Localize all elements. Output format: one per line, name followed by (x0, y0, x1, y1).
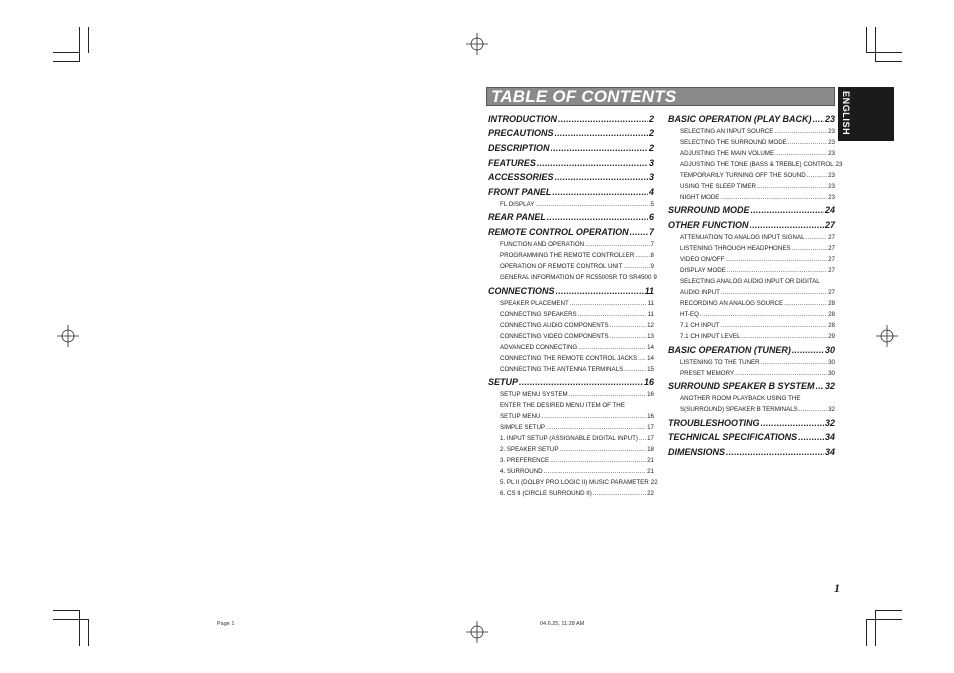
toc-leader-dots (774, 127, 827, 136)
toc-subsection-entry[interactable] (668, 253, 835, 264)
toc-subsection-entry[interactable] (488, 465, 654, 476)
toc-leader-dots (720, 193, 827, 202)
toc-leader-dots (610, 321, 646, 330)
crop-mark (866, 619, 902, 620)
toc-entry-title: INTRODUCTION (488, 113, 557, 124)
toc-entry-page: 27 (828, 255, 835, 263)
toc-entry-title: 7.1 CH INPUT LEVEL (680, 332, 741, 340)
toc-leader-dots (761, 418, 824, 429)
toc-leader-dots (727, 266, 827, 275)
toc-leader-dots (813, 114, 824, 125)
toc-entry-page: 23 (828, 138, 835, 146)
crop-mark (79, 27, 80, 62)
toc-entry-title: SURROUND SPEAKER B SYSTEM (668, 381, 815, 392)
toc-subsection-entry[interactable] (668, 275, 835, 286)
toc-entry-title: 6. CS II (CIRCLE SURROUND II) (500, 490, 592, 498)
toc-entry-title: 4. SURROUND (500, 468, 543, 476)
toc-leader-dots (816, 381, 824, 392)
language-tab-label: ENGLISH (841, 91, 851, 136)
toc-section-entry[interactable] (668, 111, 835, 125)
crop-mark (875, 610, 902, 611)
toc-leader-dots (807, 171, 827, 180)
toc-leader-dots (569, 390, 646, 399)
toc-section-entry[interactable] (488, 155, 654, 169)
toc-entry-title: CONNECTING AUDIO COMPONENTS (500, 321, 609, 329)
crop-mark (88, 619, 89, 646)
language-tab (838, 87, 894, 141)
toc-entry-title: CONNECTING THE ANTENNA TERMINALS (500, 365, 624, 373)
crop-mark (866, 619, 867, 646)
toc-entry-title: ACCESSORIES (488, 172, 554, 183)
toc-leader-dots (638, 354, 646, 363)
toc-leader-dots (556, 286, 644, 297)
toc-entry-page: 23 (835, 160, 843, 168)
toc-entry-title: PRESET MEMORY (680, 369, 735, 377)
toc-section-entry[interactable] (488, 126, 654, 140)
toc-subsection-entry[interactable] (668, 367, 835, 378)
toc-subsection-entry[interactable] (488, 319, 654, 330)
toc-leader-dots (544, 467, 646, 476)
toc-subsection-entry[interactable] (488, 198, 654, 209)
toc-leader-dots (757, 182, 827, 191)
toc-entry-title: CONNECTIONS (488, 285, 555, 296)
toc-entry-title: TROUBLESHOOTING (668, 417, 760, 428)
toc-entry-page: 17 (647, 435, 654, 443)
toc-entry-title: ADJUSTING THE TONE (BASS & TREBLE) CONTROL (680, 160, 834, 168)
toc-section-entry[interactable] (668, 378, 835, 392)
toc-leader-dots (798, 432, 824, 443)
toc-entry-title: ADJUSTING THE MAIN VOLUME (680, 149, 775, 157)
toc-section-entry[interactable] (488, 283, 654, 297)
toc-leader-dots (624, 365, 646, 374)
toc-section-entry[interactable] (668, 217, 835, 231)
toc-section-entry[interactable] (668, 203, 835, 217)
toc-entry-page: 32 (824, 381, 835, 392)
toc-entry-page: 12 (647, 321, 654, 329)
crop-mark (53, 610, 80, 611)
toc-entry-title: LISTENING TO THE TUNER (680, 358, 760, 366)
toc-leader-dots (806, 233, 828, 242)
page-number: 1 (834, 581, 840, 595)
toc-leader-dots (792, 244, 828, 253)
toc-entry-title: BASIC OPERATION (PLAY BACK) (668, 113, 812, 124)
toc-entry-title: RECORDING AN ANALOG SOURCE (680, 299, 784, 307)
toc-subsection-entry[interactable] (668, 392, 835, 403)
toc-entry-title: 1. INPUT SETUP (ASSIGNABLE DIGITAL INPUT) (500, 435, 638, 443)
toc-section-entry[interactable] (488, 169, 654, 183)
toc-entry-page: 21 (647, 457, 654, 465)
toc-entry-page: 21 (647, 468, 654, 476)
toc-entry-page: 11 (647, 299, 654, 307)
toc-entry-title: DISPLAY MODE (680, 266, 726, 274)
toc-entry-title: ADVANCED CONNECTING (500, 343, 578, 351)
crop-mark (866, 52, 902, 53)
toc-subsection-entry[interactable] (488, 487, 654, 498)
toc-leader-dots (741, 332, 827, 341)
toc-subsection-entry[interactable] (668, 403, 835, 414)
toc-entry-title: FL DISPLAY (500, 200, 535, 208)
toc-entry-page: 23 (828, 171, 835, 179)
toc-entry-title: CONNECTING THE REMOTE CONTROL JACKS (500, 354, 638, 362)
toc-entry-title: OTHER FUNCTION (668, 219, 749, 230)
toc-entry-page: 23 (828, 149, 835, 157)
toc-subsection-entry[interactable] (668, 319, 835, 330)
toc-leader-dots (585, 240, 649, 249)
registration-mark-icon (466, 33, 488, 55)
toc-leader-dots (578, 343, 646, 352)
toc-subsection-entry[interactable] (488, 421, 654, 432)
toc-subsection-entry[interactable] (668, 136, 835, 147)
toc-subsection-entry[interactable] (668, 242, 835, 253)
toc-entry-page: 34 (824, 432, 835, 443)
toc-entry-page: 29 (828, 332, 835, 340)
toc-entry-page: 2 (648, 128, 654, 139)
toc-entry-page: 17 (647, 424, 654, 432)
toc-entry-page: 27 (828, 266, 835, 274)
toc-section-entry[interactable] (668, 415, 835, 429)
toc-entry-title: TEMPORARILY TURNING OFF THE SOUND (680, 171, 806, 179)
toc-subsection-entry[interactable] (668, 180, 835, 191)
crop-mark (53, 61, 80, 62)
toc-entry-title: SELECTING THE SURROUND MODE (680, 138, 787, 146)
registration-mark-icon (466, 621, 488, 643)
crop-mark (88, 27, 89, 53)
toc-leader-dots (639, 434, 646, 443)
toc-leader-dots (635, 251, 649, 260)
toc-entry-page: 14 (647, 354, 654, 362)
toc-entry-page: 32 (828, 406, 835, 414)
toc-entry-title: NIGHT MODE (680, 193, 720, 201)
toc-subsection-entry[interactable] (668, 264, 835, 275)
toc-entry-page: 23 (828, 193, 835, 201)
toc-leader-dots (551, 143, 648, 154)
toc-entry-title: BASIC OPERATION (TUNER) (668, 344, 791, 355)
toc-entry-page: 9 (653, 273, 657, 281)
crop-mark (866, 27, 867, 53)
registration-mark-icon (57, 325, 79, 347)
toc-entry-page: 30 (824, 344, 835, 355)
toc-subsection-entry[interactable] (668, 231, 835, 242)
toc-section-entry[interactable] (488, 374, 654, 388)
toc-entry-title: 5. PL II (DOLBY PRO LOGIC II) MUSIC PARAMETER (500, 479, 649, 487)
toc-leader-dots (792, 345, 824, 356)
toc-section-entry[interactable] (488, 184, 654, 198)
toc-leader-dots (537, 158, 648, 169)
toc-entry-title: HT-EQ (680, 310, 699, 318)
toc-leader-dots (570, 299, 647, 308)
toc-leader-dots (788, 138, 827, 147)
toc-entry-page: 23 (828, 182, 835, 190)
toc-entry-page: 34 (824, 446, 835, 457)
toc-subsection-entry[interactable] (488, 476, 658, 487)
toc-entry-title: ANOTHER ROOM PLAYBACK USING THE (680, 395, 801, 403)
toc-leader-dots (630, 227, 648, 238)
toc-entry-page: 23 (824, 113, 835, 124)
toc-entry-title: USING THE SLEEP TIMER (680, 182, 756, 190)
toc-leader-dots (550, 456, 646, 465)
toc-entry-page: 27 (828, 288, 835, 296)
toc-entry-title: ENTER THE DESIRED MENU ITEM OF THE (500, 402, 625, 410)
crop-mark (79, 610, 80, 646)
toc-entry-page: 22 (650, 479, 658, 487)
toc-entry-page: 32 (824, 417, 835, 428)
toc-subsection-entry[interactable] (488, 410, 654, 421)
toc-entry-page: 30 (828, 358, 835, 366)
toc-entry-title: TECHNICAL SPECIFICATIONS (668, 432, 798, 443)
toc-entry-page: 13 (647, 332, 654, 340)
footer-right: 04.6.25, 11:28 AM (540, 621, 585, 627)
toc-entry-page: 16 (643, 377, 654, 388)
toc-entry-title: FEATURES (488, 157, 536, 168)
toc-section-entry[interactable] (668, 444, 835, 458)
toc-subsection-entry[interactable] (488, 249, 654, 260)
toc-subsection-entry[interactable] (668, 147, 835, 158)
toc-subsection-entry[interactable] (488, 352, 654, 363)
toc-entry-title: SPEAKER PLACEMENT (500, 299, 569, 307)
toc-entry-page: 9 (650, 262, 654, 270)
toc-leader-dots (610, 332, 646, 341)
toc-entry-title: SELECTING AN INPUT SOURCE (680, 127, 774, 135)
toc-subsection-entry[interactable] (668, 286, 835, 297)
toc-entry-title: FRONT PANEL (488, 186, 552, 197)
toc-entry-title: CONNECTING SPEAKERS (500, 310, 577, 318)
toc-subsection-entry[interactable] (488, 432, 654, 443)
toc-entry-title: SURROUND MODE (668, 205, 750, 216)
toc-subsection-entry[interactable] (488, 454, 654, 465)
toc-leader-dots (552, 187, 648, 198)
toc-leader-dots (593, 489, 646, 498)
toc-entry-title: CONNECTING VIDEO COMPONENTS (500, 332, 609, 340)
toc-subsection-entry[interactable] (668, 297, 835, 308)
toc-leader-dots (735, 369, 827, 378)
crop-mark (53, 619, 89, 620)
toc-entry-page: 28 (828, 321, 835, 329)
toc-entry-page: 22 (647, 490, 654, 498)
toc-entry-title: AUDIO INPUT (680, 288, 720, 296)
toc-leader-dots (519, 377, 643, 388)
toc-subsection-entry[interactable] (488, 330, 654, 341)
toc-leader-dots (721, 321, 828, 330)
toc-section-entry[interactable] (668, 430, 835, 444)
toc-leader-dots (775, 149, 827, 158)
page-title: TABLE OF CONTENTS (491, 87, 677, 106)
toc-entry-page: 6 (648, 212, 654, 223)
toc-entry-title: SETUP MENU (500, 413, 541, 421)
crop-mark (875, 61, 902, 62)
toc-entry-page: 16 (647, 413, 654, 421)
toc-subsection-entry[interactable] (668, 308, 835, 319)
toc-entry-page: 30 (828, 369, 835, 377)
toc-entry-title: LISTENING THROUGH HEADPHONES (680, 244, 791, 252)
toc-subsection-entry[interactable] (668, 330, 835, 341)
toc-entry-page: 27 (828, 233, 835, 241)
toc-leader-dots (799, 405, 827, 414)
toc-entry-title: SETUP MENU SYSTEM (500, 391, 568, 399)
toc-entry-title: GENERAL INFORMATION OF RC5500SR TO SR4500 (500, 273, 652, 281)
toc-entry-title: REAR PANEL (488, 212, 546, 223)
toc-leader-dots (623, 262, 649, 271)
toc-entry-page: 8 (650, 251, 654, 259)
toc-right-column (668, 111, 843, 458)
toc-entry-page: 11 (644, 285, 654, 296)
toc-entry-page: 14 (647, 343, 654, 351)
toc-entry-title: SIMPLE SETUP (500, 424, 546, 432)
toc-leader-dots (725, 255, 827, 264)
toc-entry-page: 24 (824, 205, 835, 216)
crop-mark (875, 27, 876, 62)
crop-mark (53, 52, 80, 53)
toc-entry-title: DESCRIPTION (488, 142, 550, 153)
crop-mark (875, 610, 876, 646)
toc-entry-title: PROGRAMMING THE REMOTE CONTROLLER (500, 251, 635, 259)
toc-subsection-entry[interactable] (668, 356, 835, 367)
toc-leader-dots (559, 445, 646, 454)
toc-entry-title: OPERATION OF REMOTE CONTROL UNIT (500, 262, 623, 270)
toc-entry-title: 3. PREFERENCE (500, 457, 550, 465)
toc-entry-page: 7 (648, 226, 654, 237)
toc-left-column (488, 111, 658, 498)
footer-left: Page 1 (217, 621, 235, 627)
toc-entry-page: 23 (828, 127, 835, 135)
toc-leader-dots (726, 447, 824, 458)
toc-section-entry[interactable] (668, 342, 835, 356)
toc-subsection-entry[interactable] (488, 388, 654, 399)
toc-entry-page: 16 (647, 391, 654, 399)
toc-entry-page: 3 (648, 157, 654, 168)
toc-leader-dots (751, 205, 824, 216)
toc-subsection-entry[interactable] (668, 158, 843, 169)
toc-section-entry[interactable] (488, 140, 654, 154)
toc-entry-page: 7 (650, 240, 654, 248)
toc-leader-dots (784, 299, 827, 308)
toc-leader-dots (547, 212, 648, 223)
toc-leader-dots (541, 412, 646, 421)
toc-entry-page: 11 (647, 310, 654, 318)
toc-leader-dots (555, 172, 648, 183)
toc-subsection-entry[interactable] (488, 363, 654, 374)
toc-entry-title: DIMENSIONS (668, 446, 726, 457)
toc-subsection-entry[interactable] (488, 443, 654, 454)
toc-subsection-entry[interactable] (488, 297, 654, 308)
toc-entry-page: 18 (647, 446, 654, 454)
toc-entry-title: 7.1 CH INPUT (680, 321, 720, 329)
toc-entry-title: PRECAUTIONS (488, 128, 554, 139)
toc-entry-page: 28 (828, 310, 835, 318)
toc-title-bar (486, 87, 835, 106)
toc-subsection-entry[interactable] (668, 169, 835, 180)
toc-leader-dots (750, 220, 824, 231)
toc-entry-title: SETUP (488, 377, 519, 388)
toc-entry-page: 15 (647, 365, 654, 373)
toc-section-entry[interactable] (488, 111, 654, 125)
toc-entry-title: 2. SPEAKER SETUP (500, 446, 559, 454)
toc-leader-dots (546, 423, 646, 432)
toc-entry-page: 27 (828, 244, 835, 252)
toc-entry-page: 27 (824, 219, 835, 230)
toc-entry-title: S(SURROUND) SPEAKER B TERMINALS (680, 406, 798, 414)
toc-entry-page: 3 (648, 172, 654, 183)
toc-leader-dots (578, 310, 647, 319)
toc-section-entry[interactable] (488, 210, 654, 224)
toc-leader-dots (558, 114, 648, 125)
toc-entry-title: FUNCTION AND OPERATION (500, 240, 585, 248)
toc-subsection-entry[interactable] (488, 260, 654, 271)
toc-subsection-entry[interactable] (488, 399, 654, 410)
toc-entry-title: ATTENUATION TO ANALOG INPUT SIGNAL (680, 233, 805, 241)
toc-section-entry[interactable] (488, 224, 654, 238)
toc-entry-page: 2 (648, 113, 654, 124)
toc-entry-title: VIDEO ON/OFF (680, 255, 725, 263)
toc-leader-dots (721, 288, 827, 297)
toc-subsection-entry[interactable] (488, 271, 657, 282)
toc-leader-dots (761, 358, 827, 367)
toc-subsection-entry[interactable] (668, 125, 835, 136)
toc-entry-page: 2 (648, 142, 654, 153)
toc-entry-title: SELECTING ANALOG AUDIO INPUT OR DIGITAL (680, 277, 820, 285)
toc-subsection-entry[interactable] (488, 238, 654, 249)
toc-leader-dots (555, 128, 648, 139)
toc-entry-page: 4 (648, 186, 654, 197)
toc-entry-page: 5 (650, 200, 654, 208)
toc-entry-title: REMOTE CONTROL OPERATION (488, 226, 629, 237)
toc-subsection-entry[interactable] (488, 341, 654, 352)
toc-subsection-entry[interactable] (488, 308, 654, 319)
registration-mark-icon (876, 325, 898, 347)
toc-leader-dots (535, 200, 649, 209)
toc-subsection-entry[interactable] (668, 191, 835, 202)
toc-entry-page: 28 (828, 299, 835, 307)
toc-leader-dots (700, 310, 827, 319)
